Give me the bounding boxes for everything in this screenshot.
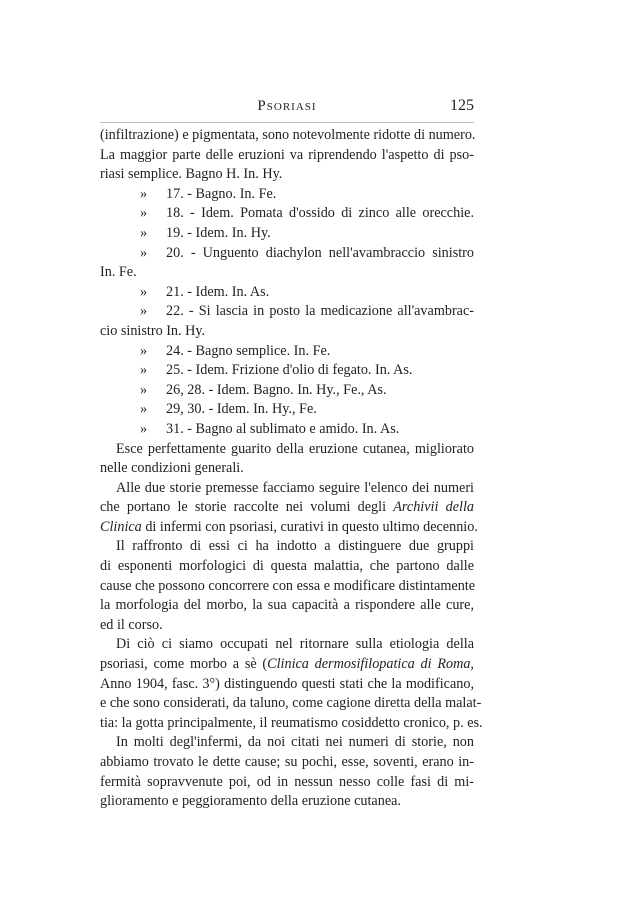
log-entry xyxy=(100,224,474,244)
log-entry xyxy=(100,342,474,362)
entry-text: 17. - Bagno. In. Fe. xyxy=(166,185,277,202)
ditto-mark: » xyxy=(140,420,148,437)
ditto-mark: » xyxy=(140,303,148,320)
journal-title: Archivii della xyxy=(393,499,475,516)
log-entry xyxy=(100,204,474,224)
entry-text: 31. - Bagno al sublimato e amido. In. As. xyxy=(166,420,400,437)
log-entry xyxy=(100,302,474,322)
page-number: 125 xyxy=(450,97,474,114)
text-line: tia: la gotta principalmente, il reumatismo cosiddetto cronico, p. es. xyxy=(100,714,483,731)
text-line: la morfologia del morbo, la sua capacità a rispondere alle cure, xyxy=(100,597,474,614)
entry-text: 19. - Idem. In. Hy. xyxy=(166,224,271,241)
text-line: In molti degl'infermi, da noi citati nei numeri di storie, non xyxy=(116,734,474,751)
page-body xyxy=(100,126,483,812)
text-line: (infiltrazione) e pigmentata, sono notevolmente ridotte di numero. xyxy=(100,127,476,143)
journal-title: Clinica dermosifilopatica di Roma, xyxy=(267,656,474,673)
entry-text: 20. - Unguento diachylon nell'avambraccio sinistro xyxy=(166,244,474,261)
entry-text: 29, 30. - Idem. In. Hy., Fe. xyxy=(166,401,317,418)
text-line: Il raffronto di essi ci ha indotto a distinguere due gruppi xyxy=(116,538,474,555)
text-line xyxy=(100,655,474,675)
text-line: e che sono considerati, da taluno, come cagione diretta della malat- xyxy=(100,695,482,712)
ditto-mark: » xyxy=(140,362,148,379)
entry-continuation: cio sinistro In. Hy. xyxy=(100,322,206,339)
text-line: Esce perfettamente guarito della eruzione cutanea, migliorato xyxy=(116,440,474,457)
page-header xyxy=(100,96,474,123)
text-line: nelle condizioni generali. xyxy=(100,460,244,477)
ditto-mark: » xyxy=(140,381,148,398)
ditto-mark: » xyxy=(140,244,148,261)
text-line: di esponenti morfologici di questa malattia, che partono dalle xyxy=(100,558,474,575)
entry-text: 22. - Si lascia in posto la medicazione all'avambrac- xyxy=(166,303,474,320)
text-line: glioramento e peggioramento della eruzione cutanea. xyxy=(100,793,401,810)
text-span: psoriasi, come morbo a sè ( xyxy=(100,656,268,673)
text-line: riasi semplice. Bagno H. In. Hy. xyxy=(100,166,283,183)
log-entry xyxy=(100,283,474,303)
entry-text: 25. - Idem. Frizione d'olio di fegato. In. As. xyxy=(166,362,413,379)
text-line: La maggior parte delle eruzioni va riprendendo l'aspetto di pso- xyxy=(100,146,474,163)
text-span: di infermi con psoriasi, curativi in questo ultimo decennio. xyxy=(141,518,478,535)
ditto-mark: » xyxy=(140,205,148,222)
running-title: Psoriasi xyxy=(257,98,317,114)
entry-text: 24. - Bagno semplice. In. Fe. xyxy=(166,342,331,359)
text-line: ed il corso. xyxy=(100,616,163,633)
entry-text: 21. - Idem. In. As. xyxy=(166,283,270,300)
journal-title: Clinica xyxy=(100,518,142,535)
entry-text: 18. - Idem. Pomata d'ossido di zinco alle orecchie. xyxy=(166,205,474,222)
log-entry xyxy=(100,361,474,381)
log-entry xyxy=(100,420,474,440)
entry-continuation: In. Fe. xyxy=(100,264,137,281)
text-line: abbiamo trovato le dette cause; su pochi, esse, soventi, erano in- xyxy=(100,754,474,770)
text-line: Di ciò ci siamo occupati nel ritornare sulla etiologia della xyxy=(116,636,474,653)
text-line: Anno 1904, fasc. 3°) distinguendo questi stati che la modificano, xyxy=(100,675,474,692)
ditto-mark: » xyxy=(140,283,148,300)
log-entry xyxy=(100,244,474,264)
ditto-mark: » xyxy=(140,185,148,202)
ditto-mark: » xyxy=(140,342,148,359)
log-entry xyxy=(100,185,474,205)
log-entry xyxy=(100,400,474,420)
entry-text: 26, 28. - Idem. Bagno. In. Hy., Fe., As. xyxy=(166,381,387,398)
text-line: Alle due storie premesse facciamo seguire l'elenco dei numeri xyxy=(116,479,474,496)
text-line: fermità sopravvenute poi, od in nessun nesso colle fasi di mi- xyxy=(100,773,474,790)
text-line xyxy=(100,498,474,518)
ditto-mark: » xyxy=(140,224,148,241)
text-line: cause che possono concorrere con essa e modificare distintamente xyxy=(100,577,476,594)
text-span: che portano le storie raccolte nei volumi degli xyxy=(100,499,394,516)
text-line xyxy=(100,518,478,538)
log-entry xyxy=(100,381,474,401)
ditto-mark: » xyxy=(140,401,148,418)
